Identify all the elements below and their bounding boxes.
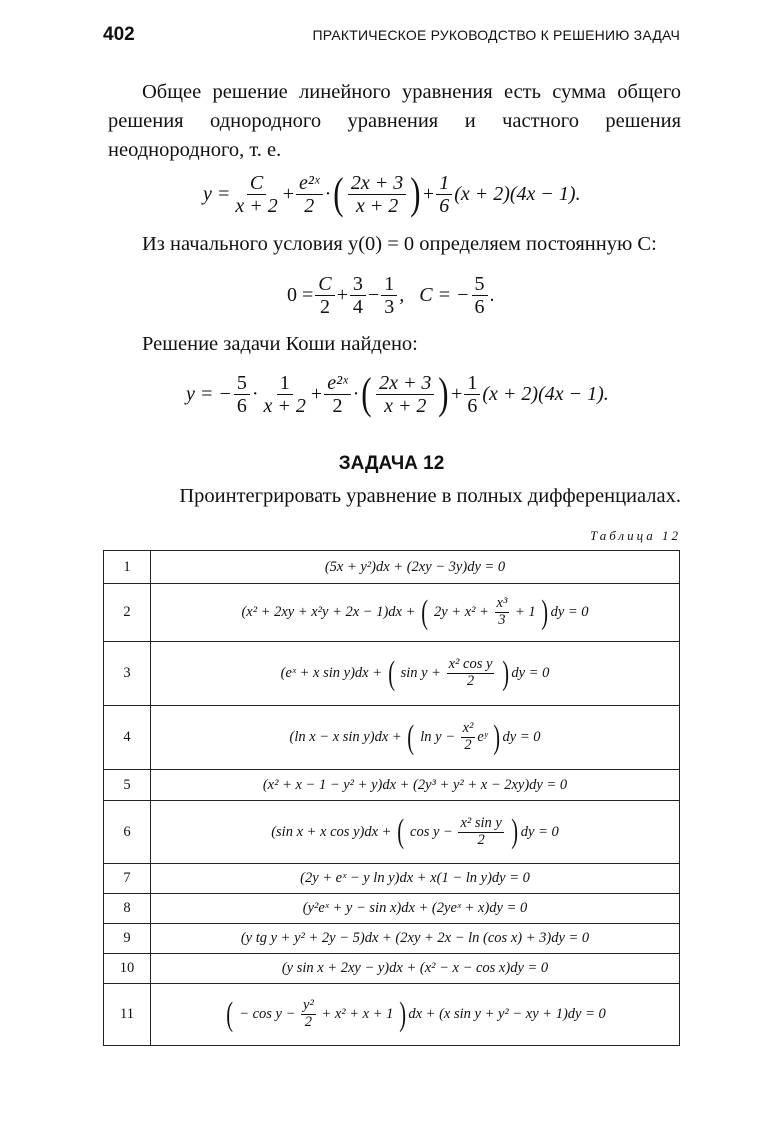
fraction: $\frac{\text{e²ˣ}}{2}$ — [324, 372, 351, 417]
table-row: 2 (x² + 2xy + x²y + 2x − 1)dx + ( 2y + x² + $\frac{\text{x³}}{3}$ + 1 ) dy = 0 — [104, 584, 680, 642]
page-number: 402 — [103, 24, 135, 45]
formula-cauchy-solution: y = − $\frac{5}{6}$ · $\frac{1}{x + 2}$ + $\frac{\text{e²ˣ}}{2}$ · ( $\frac{2x + 3}{x + 2}$ ) + $\frac{1}{6}$ (x + 2)(4x − 1). — [186, 369, 609, 418]
task-title: ЗАДАЧА 12 — [338, 453, 445, 474]
left-paren: ( — [333, 169, 344, 218]
fraction: $\frac{\text{y²}}{2}$ — [303, 997, 314, 1030]
table-row: 5 (x² + x − 1 − y² + y)dx + (2y³ + y² + x − 2xy)dy = 0 — [104, 770, 680, 801]
table-caption: Таблица 12 — [589, 528, 681, 543]
paragraph-initial-condition: Из начального условия y(0) = 0 определяем постоянную C: — [142, 233, 657, 255]
table-row: 1 (5x + y²)dx + (2xy − 3y)dy = 0 — [104, 551, 680, 584]
table-row: 6 (sin x + x cos y)dx + ( cos y − $\frac{\text{x² sin y}}{2}$ ) dy = 0 — [104, 801, 680, 864]
fraction: $\frac{\text{x² cos y}}{2}$ — [448, 656, 493, 689]
page-header — [103, 22, 680, 50]
paragraph-cauchy-solution: Решение задачи Коши найдено: — [142, 333, 418, 355]
fraction: $\frac{3}{4}$ — [350, 273, 366, 318]
fraction: $\frac{\text{x² sin y}}{2}$ — [460, 814, 502, 848]
equations-table — [103, 550, 680, 1046]
table-row: 3 (eˣ + x sin y)dx + ( sin y + $\frac{\text{x² cos y}}{2}$ ) dy = 0 — [104, 642, 680, 706]
fraction: $\frac{5}{6}$ — [234, 372, 250, 417]
formula-lhs: y = — [203, 182, 231, 205]
fraction: $\frac{5}{6}$ — [472, 273, 488, 318]
fraction: $\frac{C}{x + 2}$ — [235, 171, 278, 217]
fraction: $\frac{C}{2}$ — [315, 273, 334, 318]
fraction: $\frac{1}{x + 2}$ — [263, 371, 306, 417]
fraction: $\frac{1}{6}$ — [436, 172, 452, 217]
left-paren: ( — [361, 369, 372, 418]
table-row: 8 (y²eˣ + y − sin x)dx + (2yeˣ + x)dy = 0 — [104, 894, 680, 924]
fraction: $\frac{1}{6}$ — [464, 372, 480, 417]
running-title: ПРАКТИЧЕСКОЕ РУКОВОДСТВО К РЕШЕНИЮ ЗАДАЧ — [312, 27, 680, 43]
fraction: $\frac{\text{x³}}{3}$ — [496, 595, 508, 628]
right-paren: ) — [438, 369, 449, 418]
paragraph-general-solution: Общее решение линейного уравнения есть сумма общего решения однородного уравнения и частного решения неоднородного, т. е. — [108, 81, 681, 161]
table-row: 11 ( − cos y − $\frac{\text{y²}}{2}$ + x² + x + 1 ) dx + (x sin y + y² − xy + 1)dy = 0 — [104, 984, 680, 1046]
table-row: 10 (y sin x + 2xy − y)dx + (x² − x − cos x)dy = 0 — [104, 954, 680, 984]
task-statement: Проинтегрировать уравнение в полных дифференциалах. — [179, 485, 681, 507]
table-row: 4 (ln x − x sin y)dx + ( ln y − $\frac{\text{x²}}{2}$ eʸ ) dy = 0 — [104, 706, 680, 770]
fraction: $\frac{2x + 3}{x + 2}$ — [376, 372, 434, 417]
fraction: $\frac{\text{x²}}{2}$ — [462, 720, 474, 753]
fraction: $\frac{1}{3}$ — [381, 273, 397, 318]
formula-constant: 0 = $\frac{C}{2}$ + $\frac{3}{4}$ − $\frac{1}{3}$ , C = − $\frac{5}{6}$ . — [287, 272, 495, 318]
formula-general-solution: y = $\frac{C}{x + 2}$ + $\frac{\text{e²ˣ}}{2}$ · ( $\frac{2x + 3}{x + 2}$ ) + $\frac{1}{6}$ (x + 2)(4x − 1). — [203, 169, 581, 218]
table-row: 7 (2y + eˣ − y ln y)dx + x(1 − ln y)dy = 0 — [104, 864, 680, 894]
right-paren: ) — [410, 169, 421, 218]
fraction: $\frac{2x + 3}{x + 2}$ — [348, 172, 406, 217]
table-row: 9 (y tg y + y² + 2y − 5)dx + (2xy + 2x − ln (cos x) + 3)dy = 0 — [104, 924, 680, 954]
fraction: $\frac{\text{e²ˣ}}{2}$ — [296, 172, 323, 217]
